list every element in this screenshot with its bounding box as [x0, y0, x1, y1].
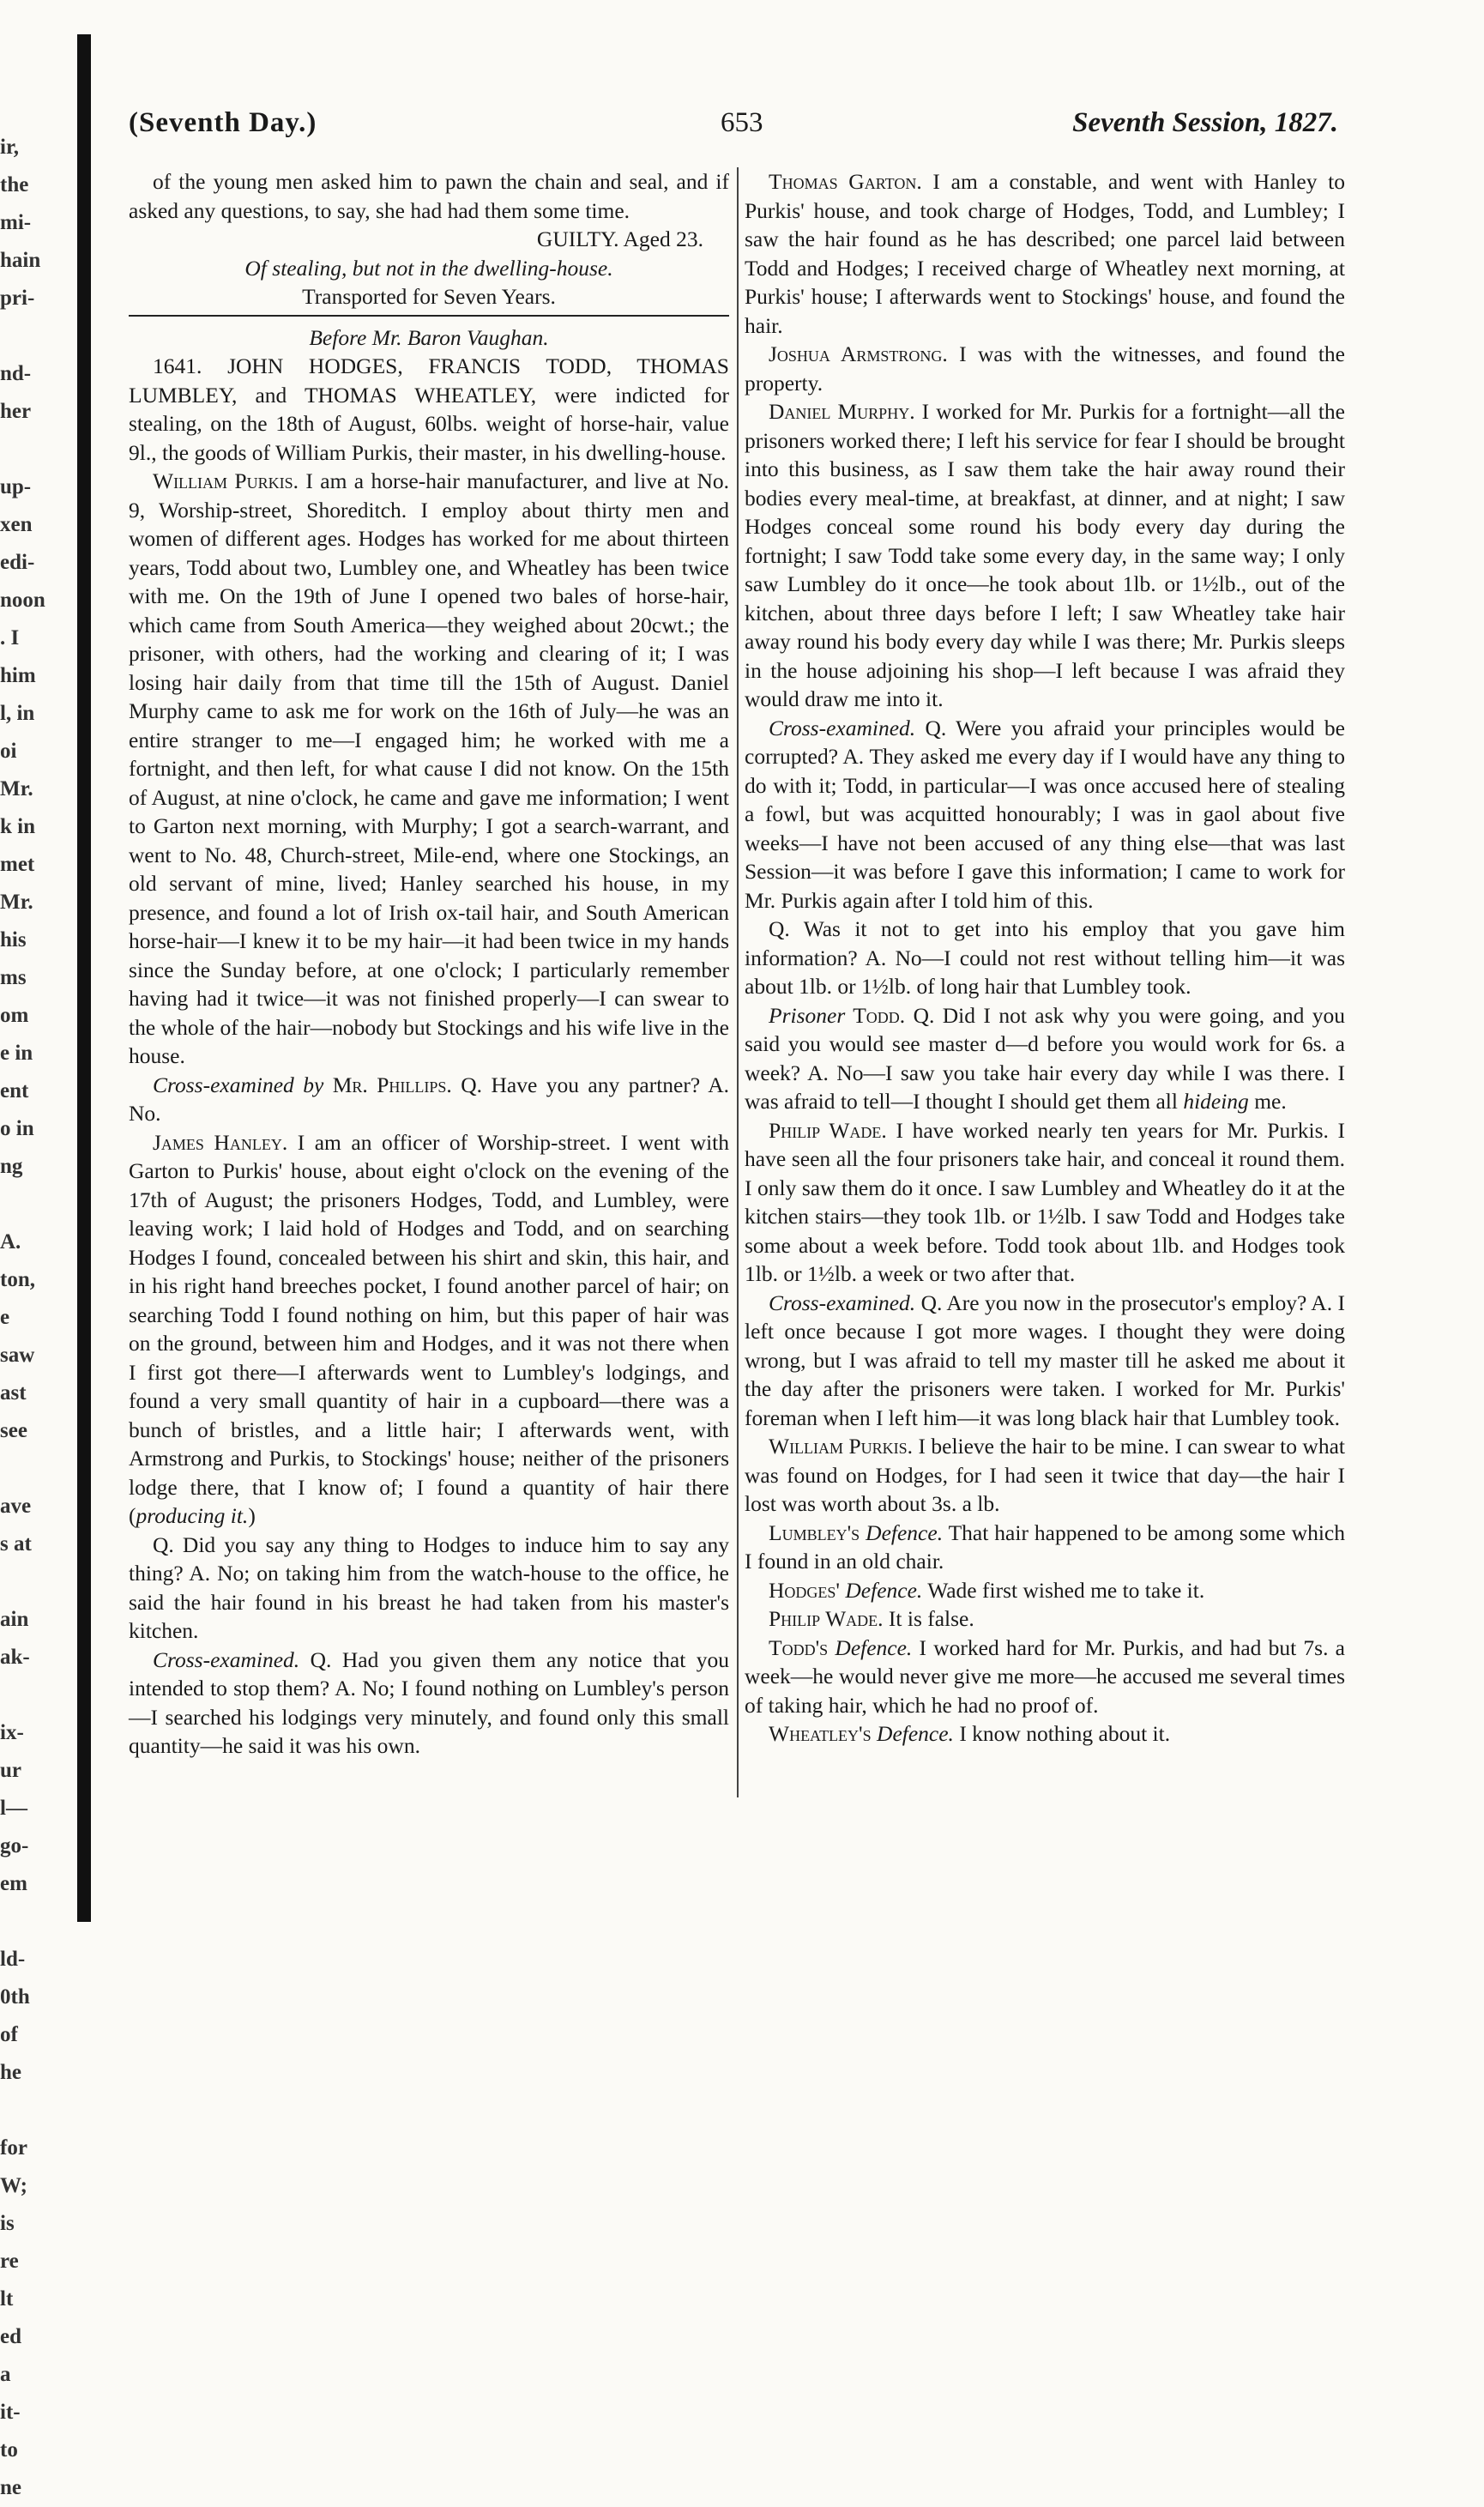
edge-fragment: [0, 1563, 51, 1601]
edge-fragment: edi-: [0, 551, 35, 574]
binding-shadow: [77, 34, 91, 1922]
page-number: 653: [721, 107, 763, 138]
cross-label: Cross-examined.: [769, 1290, 916, 1315]
question-end: me.: [1248, 1089, 1287, 1114]
edge-fragment: noon: [0, 589, 45, 612]
edge-fragment: ir,: [0, 136, 19, 159]
testimony-text: I was with the witnesses, and found the property.: [745, 341, 1345, 396]
edge-fragment: [0, 317, 51, 355]
cross-text: Q. Had you given them any notice that you intended to stop them? A. No; I found nothing on Lumbley's person—I searched his lodgings very minutely, and found only this small quantity—he said it was his own.: [129, 1646, 729, 1758]
edge-fragment: his: [0, 928, 27, 951]
question-text: Q. Did I not ask why you were going, and you said you would see master d—d before you would work for 6s. a week? A. No—I saw you take hair every day while I was there. I was afraid to tell—I thought I should get them all: [745, 1002, 1345, 1114]
testimony-garton: [745, 167, 1345, 340]
edge-fragment: o in: [0, 1117, 34, 1140]
column-divider: [737, 167, 739, 1797]
edge-fragment: up-: [0, 475, 32, 498]
defence-label: Defence.: [871, 1721, 954, 1746]
edge-fragment: ent: [0, 1079, 29, 1102]
edge-fragment: lt: [0, 2287, 14, 2311]
defence-text: I worked hard for Mr. Purkis, and had but 7s. a week—he would never give me more—he accused me several times of taking hair, which he had no proof of.: [745, 1634, 1345, 1718]
edge-fragment: it-: [0, 2401, 21, 2424]
edge-fragment: [0, 1903, 51, 1941]
edge-fragment: him: [0, 664, 36, 687]
edge-fragment: met: [0, 853, 35, 876]
cross-label: Cross-examined.: [769, 715, 916, 740]
edge-fragment: ed: [0, 2325, 21, 2348]
edge-fragment: W;: [0, 2174, 27, 2197]
witness-name: Daniel Murphy.: [769, 399, 915, 424]
edge-fragment: xen: [0, 513, 33, 536]
edge-fragment: k in: [0, 815, 36, 838]
edge-fragment: l—: [0, 1797, 27, 1820]
edge-fragment: ton,: [0, 1268, 35, 1291]
edge-fragment: hain: [0, 249, 41, 272]
testimony-wade: [745, 1116, 1345, 1289]
edge-fragment: [0, 1186, 51, 1223]
defence-label: Defence.: [840, 1577, 923, 1603]
edge-fragment: e in: [0, 1042, 33, 1065]
witness-name: Thomas Garton.: [769, 169, 922, 194]
testimony-purkis: [129, 467, 729, 1071]
edge-fragment: ng: [0, 1155, 23, 1178]
edge-fragment: to: [0, 2438, 18, 2462]
edge-fragment: ms: [0, 966, 27, 989]
edge-fragment: ast: [0, 1381, 27, 1405]
defence-wheatley: [745, 1719, 1345, 1749]
prisoner-todd-question: [745, 1001, 1345, 1116]
stage-direction: producing it.: [136, 1503, 249, 1528]
edge-fragment: see: [0, 1419, 27, 1442]
edge-fragment: her: [0, 400, 32, 423]
edge-fragment: ld-: [0, 1948, 26, 1971]
cross-label: Cross-examined.: [153, 1646, 300, 1672]
italic-word: hideing: [1183, 1089, 1249, 1114]
defence-todd: [745, 1634, 1345, 1720]
defence-hodges: [745, 1576, 1345, 1605]
testimony-text: I am an officer of Worship-street. I went with Garton to Purkis' house, about eight o'clock on the evening of the 17th of August; the prisoners Hodges, Todd, and Lumbley, were leaving work; I laid hold of Hodges and Todd, and on searching Hodges I found, concealed between his shirt and skin, this hair, and in his right hand breeches pocket, I found another parcel of hair; on searching Todd I found nothing on him, but this paper of hair was on the ground, between him and Hodges, and it was not there when I first got there—I afterwards went to Lumbley's lodgings, and found a very small quantity of hair in a cupboard—there was a bunch of bristles, and a little hair; I afterwards went, with Armstrong and Purkis, to Stockings' house; neither of the prisoners lodge there, that I know of; I found a quantity of hair there (: [129, 1129, 729, 1528]
edge-fragment: [0, 1450, 51, 1488]
edge-fragment: Mr.: [0, 777, 33, 800]
edge-fragment: the: [0, 173, 29, 196]
edge-fragment: re: [0, 2250, 19, 2273]
edge-fragment: he: [0, 2061, 21, 2084]
sentence: Transported for Seven Years.: [302, 284, 556, 309]
left-column: [129, 167, 729, 1815]
cross-examination-phillips: [129, 1071, 729, 1128]
witness-name: Joshua Armstrong.: [769, 341, 948, 366]
testimony-hanley: [129, 1128, 729, 1531]
edge-fragment: of: [0, 2023, 18, 2046]
edge-fragment: e: [0, 1306, 10, 1329]
cross-label: Cross-examined by: [153, 1072, 324, 1097]
edge-fragment: ave: [0, 1495, 32, 1518]
edge-fragment: om: [0, 1004, 29, 1027]
witness-name: William Purkis.: [769, 1434, 914, 1459]
testimony-text: I believe the hair to be mine. I can swear to what was found on Hodges, for I had seen it twice that day—the hair I lost was worth about 3s. a lb.: [745, 1434, 1345, 1516]
witness-name: Philip Wade.: [769, 1606, 884, 1631]
question-hodges: Q. Did you say any thing to Hodges to induce him to say any thing? A. No; on taking him from the watch-house to the office, he said the hair found in his breast he had taken from his master's kitchen.: [129, 1531, 729, 1643]
counsel-name: Mr. Phillips.: [323, 1072, 452, 1097]
testimony-text: I have worked nearly ten years for Mr. Purkis. I have seen all the four prisoners take hair, and conceal it round them. I only saw them do it once. I saw Lumbley and Wheatley do it at the kitchen stairs—they took 1lb. or 1½lb. I saw Todd and Hodges take some about a week before. Todd took about 1lb. and Hodges took 1lb. or 1½lb. a week or two after that.: [745, 1117, 1346, 1286]
edge-fragment: go-: [0, 1834, 29, 1858]
edge-fragment: em: [0, 1872, 27, 1895]
edge-fragment: . I: [0, 626, 20, 649]
testimony-wade-reply: [745, 1604, 1345, 1634]
paren-close: ): [248, 1503, 256, 1528]
prisoner-label: Prisoner: [769, 1002, 846, 1028]
edge-fragment: l, in: [0, 702, 35, 725]
previous-case-end: of the young men asked him to pawn the chain and seal, and if asked any questions, to say, she had had them some time.: [129, 169, 729, 223]
cross-text: Q. Have you any partner? A. No.: [129, 1072, 729, 1126]
edge-fragment: A.: [0, 1230, 21, 1254]
defence-text: That hair happened to be among some which I found in an old chair.: [745, 1519, 1345, 1574]
witness-name: William Purkis.: [153, 468, 299, 493]
header-day: (Seventh Day.): [129, 107, 317, 138]
witness-name: Philip Wade.: [769, 1117, 887, 1143]
testimony-text: I am a horse-hair manufacturer, and live at No. 9, Worship-street, Shoreditch. I employ about thirty men and women of different ages. Hodges has worked for me about thirteen years, Todd about two, Lumbley one, and Wheatley has been twice with me. On the 19th of June I opened two bales of horse-hair, which came from South America—they weighed about 20cwt.; the prisoner, with others, had the working and clearing of it; I was losing hair daily from that time till the 15th of August. Daniel Murphy came to ask me for work on the 16th of July—he was an entire stranger to me—I engaged him; he worked with me a fortnight, and then left, for what cause I did not know. On the 15th of August, at nine o'clock, he came and gave me information; I went to Garton next morning, with Murphy; I got a search-warrant, and went to No. 48, Church-street, Mile-end, where one Stockings, an old servant of mine, lived; Hanley searched his house, in my presence, and found a lot of Irish ox-tail hair, and South American horse-hair—I knew it to be my hair—it had been twice in my hands since the Sunday before, at one o'clock; I particularly remember having had it twice—it was not finished properly—I can swear to the whole of the hair—nobody but Stockings and his wife live in the house.: [129, 468, 729, 1068]
verdict-detail: Of stealing, but not in the dwelling-house.: [244, 255, 613, 281]
cross-examination-murphy: [745, 714, 1345, 915]
edge-fragment: [0, 2092, 51, 2129]
edge-fragment: saw: [0, 1344, 35, 1367]
header-session: Seventh Session, 1827.: [1072, 107, 1338, 138]
edge-fragment: nd-: [0, 362, 32, 385]
testimony-armstrong: [745, 340, 1345, 397]
edge-fragment: a: [0, 2363, 11, 2386]
edge-fragment: ix-: [0, 1721, 24, 1744]
verdict: GUILTY. Aged 23.: [536, 227, 703, 251]
edge-fragment: for: [0, 2136, 27, 2160]
section-divider: [129, 315, 729, 317]
testimony-purkis-recall: [745, 1432, 1345, 1519]
edge-fragment: pri-: [0, 287, 35, 310]
cross-examination-hanley: [129, 1646, 729, 1761]
edge-fragment: s at: [0, 1532, 32, 1556]
edge-fragment: 0th: [0, 1985, 30, 2009]
edge-fragment: ne: [0, 2476, 21, 2499]
edge-fragment: ak-: [0, 1646, 30, 1669]
cross-text: Q. Were you afraid your principles would be corrupted? A. They asked me every day if I would have any thing to do with it; Todd, in particular—I was once accused here of stealing a fowl, but was acquitted honourably; I was in gaol about five weeks—I have not been accused of any thing else—that was last Session—it was before I gave this information; I came to work for Mr. Purkis again after I told him of this.: [745, 715, 1345, 913]
edge-fragment: is: [0, 2212, 15, 2235]
defence-label: Defence.: [860, 1519, 944, 1545]
right-column: [745, 167, 1345, 1815]
edge-fragment: ain: [0, 1608, 29, 1631]
edge-fragment: [0, 431, 51, 468]
defence-lumbley: [745, 1519, 1345, 1576]
edge-fragment: Mr.: [0, 891, 33, 914]
defence-text: Wade first wished me to take it.: [922, 1577, 1205, 1603]
edge-fragment: ur: [0, 1759, 21, 1782]
witness-name: James Hanley.: [153, 1129, 288, 1155]
defence-text: I know nothing about it.: [953, 1721, 1171, 1746]
facing-page-edge: [0, 129, 51, 2499]
cross-examination-wade: [745, 1289, 1345, 1433]
edge-fragment: mi-: [0, 211, 32, 234]
question-murphy: Q. Was it not to get into his employ that you gave him information? A. No—I could not rest without telling him—it was about 1lb. or 1½lb. of long hair that Lumbley took.: [745, 916, 1345, 999]
defendant-name: Todd's: [769, 1634, 829, 1660]
defendant-name: Wheatley's: [769, 1721, 872, 1746]
case-heading: 1641. JOHN HODGES, FRANCIS TODD, THOMAS LUMBLEY, and THOMAS WHEATLEY, were indicted for stealing, on the 18th of August, 60lbs. weight of horse-hair, value 9l., the goods of William Purkis, their master, in his dwelling-house.: [129, 353, 729, 465]
edge-fragment: [0, 1676, 51, 1714]
prisoner-name: Todd.: [845, 1002, 906, 1028]
edge-fragment: oi: [0, 740, 17, 763]
defence-label: Defence.: [828, 1634, 913, 1660]
cross-text: Q. Are you now in the prosecutor's employ? A. I left once because I got more wages. I thought they were doing wrong, but I was afraid to tell my master till he asked me about it the day after the prisoners were taken. I worked for Mr. Purkis' foreman when I left him—it was long black hair that Lumbley took.: [745, 1290, 1345, 1430]
judge-heading: Before Mr. Baron Vaughan.: [309, 324, 549, 350]
testimony-text: It is false.: [883, 1606, 974, 1631]
defendant-name: Hodges': [769, 1577, 841, 1603]
running-header: [129, 107, 1338, 150]
testimony-text: I worked for Mr. Purkis for a fortnight—all the prisoners worked there; I left his service for fear I should be brought into this business, as I saw them take the hair away round their bodies every meal-time, at breakfast, at dinner, and at night; I saw Hodges conceal some round his body every day during the fortnight; I saw Todd take some every day, in the same way; I only saw Lumbley do it once—he took about 1lb. or 1½lb., out of the kitchen, about three days before I left; I saw Wheatley take hair away round his body every day while I was there; Mr. Purkis sleeps in the house adjoining his shop—I left because I was afraid they would draw me into it.: [745, 399, 1345, 711]
testimony-murphy: [745, 397, 1345, 714]
defendant-name: Lumbley's: [769, 1519, 860, 1545]
testimony-text: I am a constable, and went with Hanley to Purkis' house, and took charge of Hodges, Todd, and Lumbley; I saw the hair found as he has described; one parcel laid between Todd and Hodges; I received charge of Wheatley next morning, at Purkis' house; I afterwards went to Stockings' house, and found the hair.: [745, 169, 1345, 338]
